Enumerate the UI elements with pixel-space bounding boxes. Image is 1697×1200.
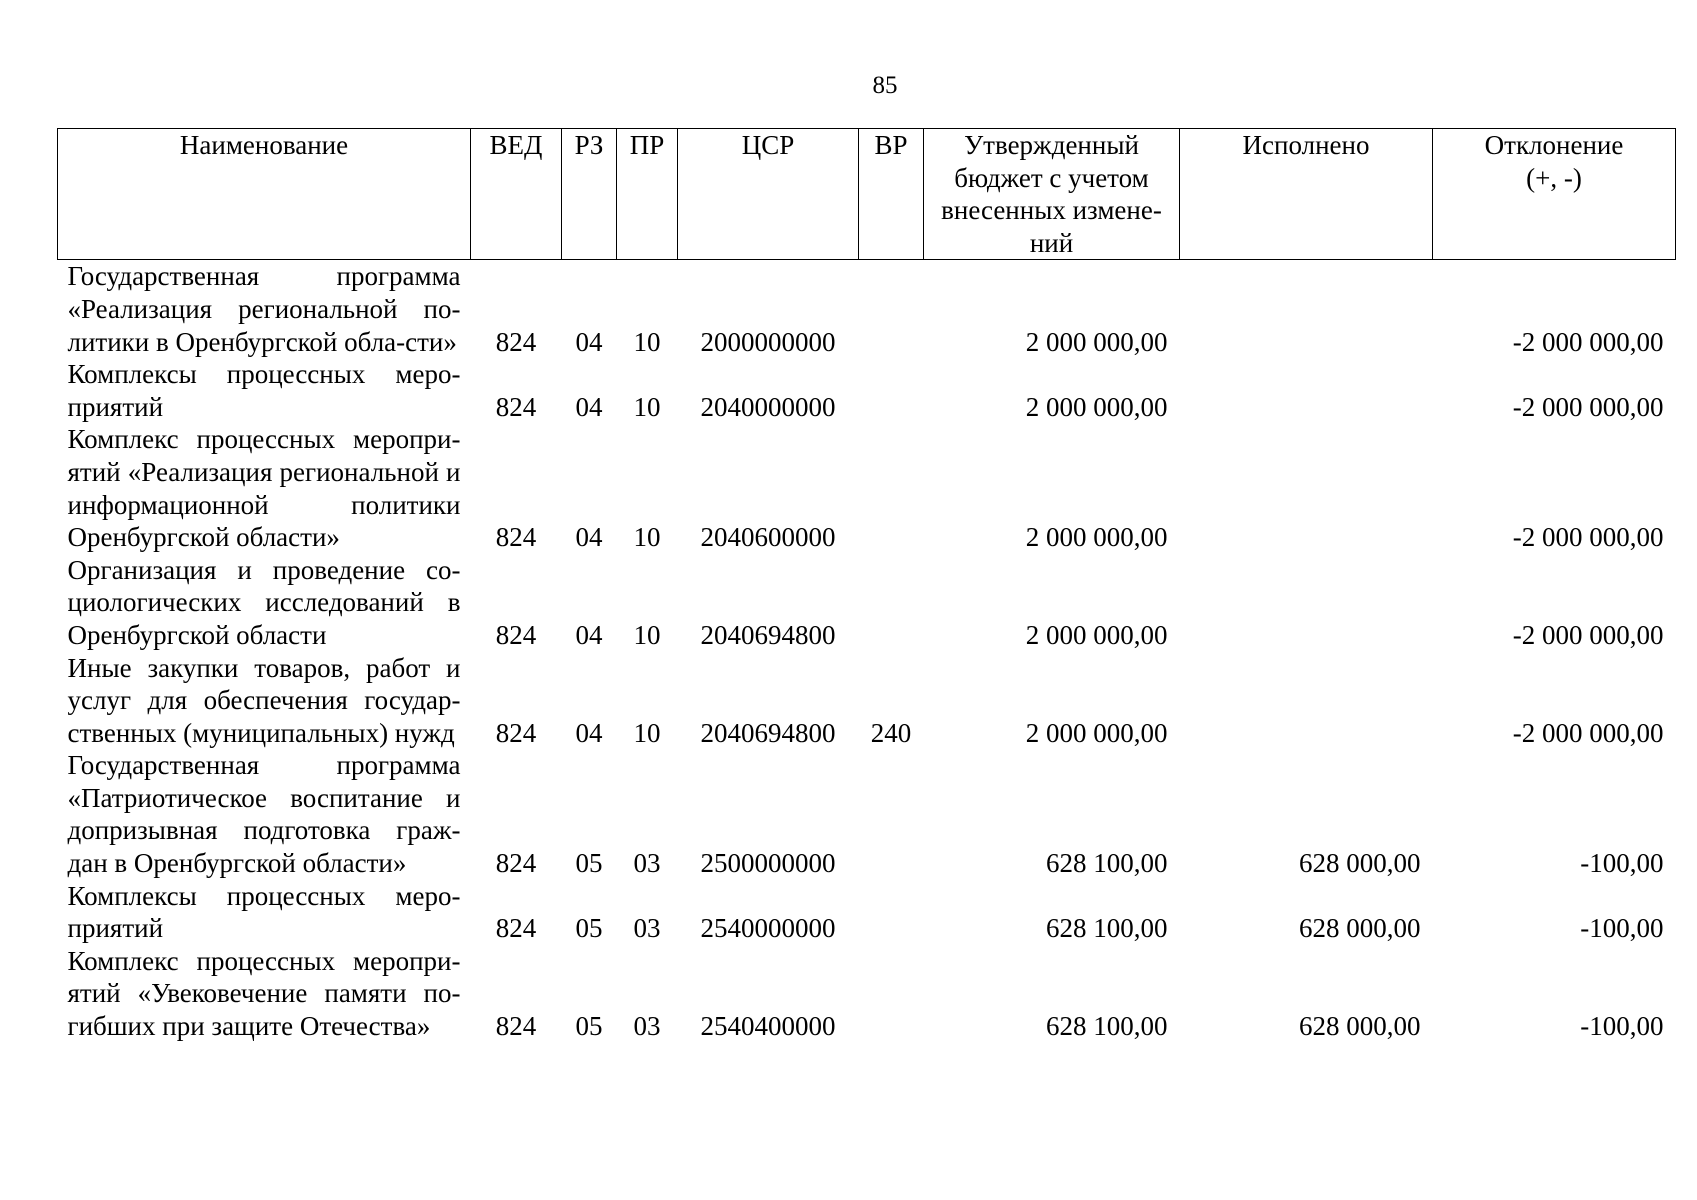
row-rz: 04 — [575, 391, 603, 422]
row-csr: 2000000000 — [700, 326, 836, 357]
table-row — [58, 358, 1676, 423]
row-rz: 04 — [575, 619, 603, 650]
row-deviation: -2 000 000,00 — [1512, 391, 1664, 422]
row-approved: 2 000 000,00 — [1025, 717, 1168, 748]
row-name: Комплексы процессных меро-приятий — [67, 880, 461, 944]
row-deviation: -2 000 000,00 — [1512, 619, 1664, 650]
header-name: Наименование — [58, 129, 471, 260]
row-rz: 05 — [575, 848, 603, 879]
header-vr: ВР — [859, 129, 924, 260]
row-name: Иные закупки товаров, работ и услуг для обеспечения государ-ственных (муниципальных) нужд — [67, 652, 461, 748]
header-approved-budget — [924, 129, 1180, 260]
row-ved: 824 — [495, 391, 537, 422]
row-ved: 824 — [495, 717, 537, 748]
row-csr: 2500000000 — [700, 848, 836, 879]
row-pr: 10 — [633, 717, 661, 748]
row-ved: 824 — [495, 913, 537, 944]
row-executed: 628 000,00 — [1299, 1011, 1421, 1042]
row-approved: 2 000 000,00 — [1025, 326, 1168, 357]
row-executed — [1180, 423, 1433, 553]
row-deviation: -100,00 — [1580, 913, 1664, 944]
header-approved-line-3: внесенных измене- — [941, 195, 1162, 226]
row-name: Комплекс процессных меропри-ятий «Реализация региональной и информационной политики Оренбургской области» — [67, 424, 461, 553]
row-pr: 10 — [633, 522, 661, 553]
row-ved: 824 — [495, 522, 537, 553]
row-approved: 628 100,00 — [1046, 1011, 1168, 1042]
row-ved: 824 — [495, 848, 537, 879]
row-rz: 04 — [575, 522, 603, 553]
row-executed: 628 000,00 — [1299, 913, 1421, 944]
table-row — [58, 880, 1676, 945]
row-pr: 10 — [633, 326, 661, 357]
row-approved: 2 000 000,00 — [1025, 522, 1168, 553]
row-rz: 04 — [575, 717, 603, 748]
row-rz: 04 — [575, 326, 603, 357]
row-vr — [859, 945, 924, 1043]
row-vr — [859, 749, 924, 879]
header-approved-line-2: бюджет с учетом — [954, 162, 1149, 193]
row-ved: 824 — [495, 1011, 537, 1042]
row-name: Государственная программа «Реализация региональной по-литики в Оренбургской обла-сти» — [67, 261, 461, 357]
row-pr: 03 — [633, 848, 661, 879]
table-row — [58, 945, 1676, 1043]
row-deviation: -2 000 000,00 — [1512, 717, 1664, 748]
row-csr: 2540400000 — [700, 1011, 836, 1042]
row-pr: 10 — [633, 619, 661, 650]
row-csr: 2040000000 — [700, 391, 836, 422]
row-vr — [859, 880, 924, 945]
row-approved: 628 100,00 — [1046, 848, 1168, 879]
header-approved-line-1: Утвержденный — [964, 130, 1139, 160]
row-pr: 03 — [633, 913, 661, 944]
row-vr — [859, 554, 924, 652]
row-approved: 628 100,00 — [1046, 913, 1168, 944]
table-row — [58, 652, 1676, 750]
header-deviation — [1433, 129, 1676, 260]
row-csr: 2040600000 — [700, 522, 836, 553]
row-deviation: -2 000 000,00 — [1512, 522, 1664, 553]
header-deviation-line-2: (+, -) — [1526, 162, 1582, 193]
row-deviation: -100,00 — [1580, 1011, 1664, 1042]
row-csr: 2540000000 — [700, 913, 836, 944]
table-row — [58, 554, 1676, 652]
row-ved: 824 — [495, 619, 537, 650]
row-vr — [859, 260, 924, 358]
row-vr: 240 — [870, 717, 912, 748]
header-rz: РЗ — [562, 129, 617, 260]
row-executed: 628 000,00 — [1299, 848, 1421, 879]
row-csr: 2040694800 — [700, 619, 836, 650]
table-header-row — [58, 129, 1676, 260]
row-executed — [1180, 260, 1433, 358]
row-name: Комплекс процессных меропри-ятий «Увековечение памяти по-гибших при защите Отечества» — [67, 945, 461, 1042]
header-pr: ПР — [617, 129, 678, 260]
row-pr: 10 — [633, 391, 661, 422]
row-approved: 2 000 000,00 — [1025, 619, 1168, 650]
row-approved: 2 000 000,00 — [1025, 391, 1168, 422]
row-deviation: -2 000 000,00 — [1512, 326, 1664, 357]
budget-table — [57, 128, 1676, 1043]
row-csr: 2040694800 — [700, 717, 836, 748]
row-rz: 05 — [575, 913, 603, 944]
header-approved-line-4: ний — [1029, 227, 1074, 258]
row-pr: 03 — [633, 1011, 661, 1042]
row-ved: 824 — [495, 326, 537, 357]
table-row — [58, 423, 1676, 553]
row-name: Государственная программа «Патриотическое воспитание и допризывная подготовка граж-дан в Оренбургской области» — [67, 750, 461, 879]
row-name: Комплексы процессных меро-приятий — [67, 359, 461, 422]
row-rz: 05 — [575, 1011, 603, 1042]
header-deviation-line-1: Отклонение — [1484, 130, 1624, 160]
header-csr: ЦСР — [678, 129, 859, 260]
row-deviation: -100,00 — [1580, 848, 1664, 879]
header-ved: ВЕД — [471, 129, 562, 260]
page-number: 85 — [872, 72, 898, 99]
row-executed — [1180, 554, 1433, 652]
row-vr — [859, 358, 924, 423]
table-row — [58, 749, 1676, 879]
table-row — [58, 260, 1676, 358]
row-executed — [1180, 358, 1433, 423]
row-executed — [1180, 652, 1433, 750]
header-executed: Исполнено — [1180, 129, 1433, 260]
row-vr — [859, 423, 924, 553]
row-name: Организация и проведение со-циологических исследований в Оренбургской области — [67, 554, 461, 650]
